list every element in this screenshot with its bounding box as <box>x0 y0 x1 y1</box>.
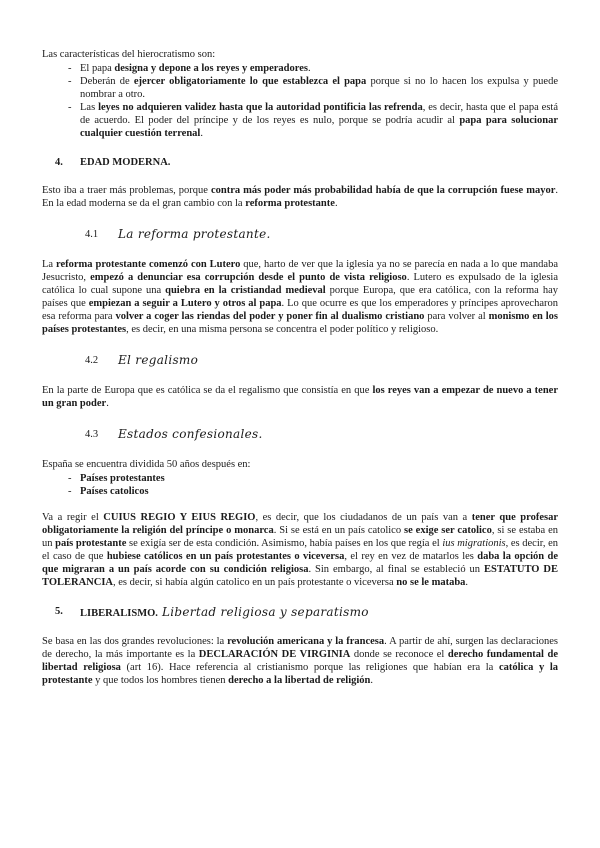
text-segment: ius migrationis <box>442 538 506 549</box>
text-segment: leyes no adquieren validez hasta que la autoridad pontificia las refrenda <box>98 102 423 113</box>
text-segment: , es decir, en una misma persona se concentra el poder político y religioso. <box>126 324 439 335</box>
subsection-heading <box>85 353 558 369</box>
list-item <box>42 472 558 485</box>
section-heading <box>55 156 558 170</box>
text-segment: tener que profesar obligatoriamente la religión del príncipe o monarca <box>42 512 558 536</box>
subsection-heading <box>85 227 558 243</box>
text-segment: se exige ser catolico <box>404 525 492 536</box>
text-segment: donde se reconoce el <box>350 649 448 660</box>
list-item-text <box>80 62 558 75</box>
text-segment: derecho fundamental de libertad religiosa <box>42 649 558 673</box>
text-segment: . <box>370 675 374 686</box>
heading-text <box>80 605 369 621</box>
text-segment: designa y depone a los reyes y emperadores <box>114 63 308 74</box>
list-item <box>42 485 558 498</box>
text-segment: . Sin embargo, al final se estableció un <box>308 564 484 575</box>
text-segment: . <box>307 63 311 74</box>
bullet-list <box>42 472 558 498</box>
text-segment: Esto iba a traer más problemas, porque <box>42 185 211 196</box>
text-segment: , es decir, en el caso de que <box>42 538 558 562</box>
bullet-dash: - <box>68 76 72 87</box>
heading-text <box>80 156 170 170</box>
section-heading <box>55 605 558 621</box>
text-segment: y que todos los hombres tienen <box>92 675 229 686</box>
text-segment: La reforma protestante. <box>118 227 271 241</box>
text-segment: Va a regir el <box>42 512 104 523</box>
list-item <box>42 101 558 140</box>
paragraph <box>42 48 558 61</box>
list-item-text <box>80 485 558 498</box>
text-segment: contra más poder más probabilidad había de que la corrupción fuese mayor <box>210 185 556 196</box>
list-item <box>42 62 558 75</box>
text-segment: Estados confesionales. <box>118 427 263 441</box>
text-segment: para volver al <box>424 311 489 322</box>
text-segment: reforma protestante <box>245 198 335 209</box>
text-segment: porque Europa, que era católica, con la reforma hay países que <box>42 285 558 309</box>
list-item <box>42 75 558 101</box>
text-segment: reforma protestante comenzó con Lutero <box>56 259 241 270</box>
subsection-heading <box>85 427 558 443</box>
heading-number: 4.3 <box>85 429 99 440</box>
text-segment: Las <box>80 102 99 113</box>
text-segment: Se basa en las dos grandes revoluciones: la <box>42 636 228 647</box>
text-segment: revolución americana y la francesa <box>227 636 385 647</box>
text-segment: no se le mataba <box>396 577 466 588</box>
text-segment: CUIUS REGIO Y EIUS REGIO <box>103 512 256 523</box>
text-segment: . A partir de ahí, surgen las declaraciones de derecho, la más importante es la <box>42 636 558 660</box>
text-segment: Las características del hierocratismo son: <box>42 49 216 60</box>
bullet-dash: - <box>68 473 72 484</box>
text-segment: EDAD MODERNA. <box>80 157 171 168</box>
text-segment: derecho a la libertad de religión <box>228 675 371 686</box>
heading-number: 4.2 <box>85 355 99 366</box>
heading-text <box>118 427 263 443</box>
list-item-text <box>80 75 558 101</box>
paragraph <box>42 184 558 210</box>
text-segment: . <box>465 577 469 588</box>
heading-number: 5. <box>55 606 63 617</box>
text-segment: monismo en los países protestantes <box>42 311 558 335</box>
text-segment: Deberán de <box>80 76 134 87</box>
text-segment: El regalismo <box>118 353 199 367</box>
text-segment: , es decir, hasta que el papa está de acuerdo. El poder del príncipe y de los reyes es nulo, porque se podría acudir al <box>80 102 558 126</box>
text-segment: volver a coger las riendas del poder y poner fin al dualismo cristiano <box>115 311 425 322</box>
text-segment: empiezan a seguir a Lutero y otros al papa <box>88 298 282 309</box>
text-segment: En la parte de Europa que es católica se da el regalismo que consistía en que <box>42 385 373 396</box>
text-segment: , si se estaba en un <box>42 525 558 549</box>
heading-number: 4.1 <box>85 229 99 240</box>
bullet-dash: - <box>68 102 72 113</box>
text-segment: hubiese católicos en un país protestantes o viceversa <box>106 551 345 562</box>
list-item-text <box>80 472 558 485</box>
text-segment: . <box>106 398 109 409</box>
text-segment: país protestante <box>55 538 127 549</box>
text-segment: quiebra en la cristiandad medieval <box>165 285 326 296</box>
text-segment: Países catolicos <box>80 486 149 497</box>
text-segment: que, harto de ver que la iglesia ya no se parecía en nada a lo que mandaba Jesucristo, <box>42 259 559 283</box>
text-segment: ESTATUTO DE TOLERANCIA <box>42 564 558 588</box>
paragraph <box>42 458 558 471</box>
text-segment: . Si se está en un país catolico <box>273 525 404 536</box>
text-segment: los reyes van a empezar de nuevo a tener un gran poder <box>42 385 559 409</box>
text-segment: , el rey en vez de matarlos les <box>344 551 478 562</box>
text-segment: ejercer obligatoriamente lo que establezca el papa <box>133 76 367 87</box>
bullet-dash: - <box>68 486 72 497</box>
text-segment: . Lutero es expulsado de la iglesia católica lo cual supone una <box>42 272 558 296</box>
text-segment: Libertad religiosa y separatismo <box>157 605 369 619</box>
paragraph <box>42 511 558 589</box>
text-segment: porque si no lo hacen los expulsa y puede nombrar a otro. <box>80 76 558 100</box>
list-item-text <box>80 101 558 140</box>
bullet-list <box>42 62 558 140</box>
text-segment: (art 16). Hace referencia al cristianismo porque las religiones que habían era la <box>120 662 499 673</box>
text-segment: LIBERALISMO. <box>80 608 158 619</box>
paragraph <box>42 635 558 687</box>
text-segment: DECLARACIÓN DE VIRGINIA <box>198 649 351 660</box>
text-segment: empezó a denunciar esa corrupción desde el punto de vista religioso <box>90 272 407 283</box>
heading-text <box>118 353 198 369</box>
text-segment: Países protestantes <box>80 473 165 484</box>
text-segment: . Lo que ocurre es que los emperadores y príncipes aprovecharon esa reforma para <box>42 298 558 322</box>
bullet-dash: - <box>68 63 72 74</box>
text-segment: daba la opción de que migraran a un país acorde con su condición religiosa <box>42 551 558 575</box>
text-segment: . <box>334 198 338 209</box>
text-segment: , es decir, que los ciudadanos de un país van a <box>255 512 472 523</box>
text-segment: España se encuentra dividida 50 años después en: <box>42 459 251 470</box>
text-segment: católica y la protestante <box>42 662 558 686</box>
text-segment: se exigía ser de esta condición. Asimismo, había países en los que regía el <box>126 538 443 549</box>
heading-number: 4. <box>55 157 63 168</box>
text-segment: El papa <box>80 63 115 74</box>
text-segment: . <box>200 128 203 139</box>
text-segment: . En la edad moderna se da el gran cambio con la <box>42 185 558 209</box>
paragraph <box>42 258 558 336</box>
text-segment: La <box>42 259 57 270</box>
paragraph <box>42 384 558 410</box>
text-segment: papa para solucionar cualquier cuestión terrenal <box>80 115 558 139</box>
text-segment: , es decir, si había algún catolico en un país protestante o viceversa <box>113 577 397 588</box>
heading-text <box>118 227 271 243</box>
